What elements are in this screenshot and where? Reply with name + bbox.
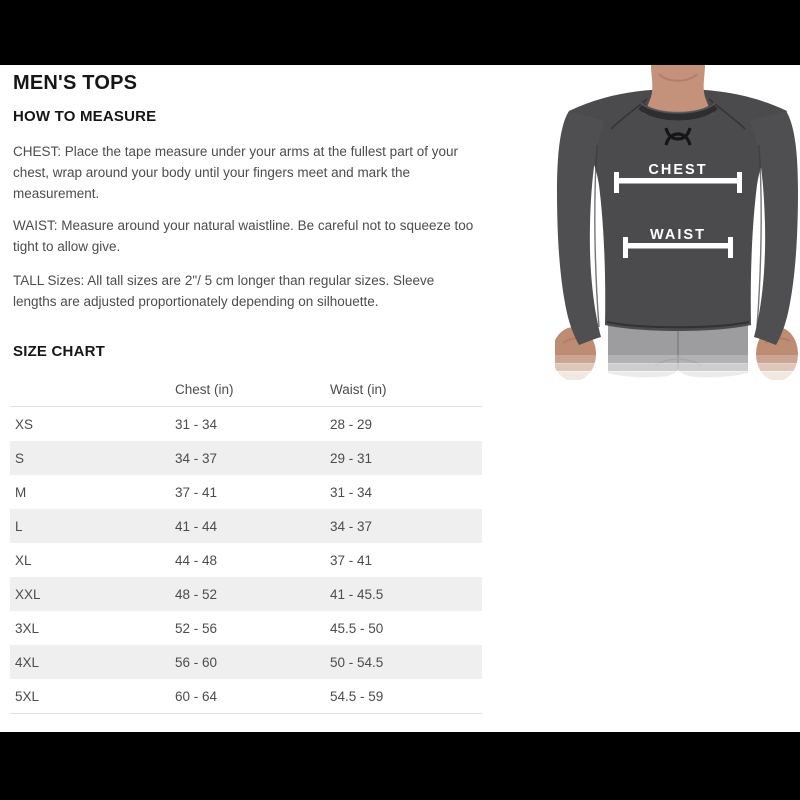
waist-cell: 34 - 37 [330, 518, 373, 534]
chest-cell: 52 - 56 [175, 620, 218, 636]
page-title: MEN'S TOPS [13, 72, 138, 94]
tall-sizes-note: TALL Sizes: All tall sizes are 2"/ 5 cm longer than regular sizes. Sleeve lengths are adjusted proportionately depending on silhouette. [13, 273, 435, 309]
waist-column-header: Waist (in) [330, 381, 387, 397]
chest-instructions: CHEST: Place the tape measure under your arms at the fullest part of your chest, wrap around your body until your fingers meet and mark the measurement. [13, 144, 458, 201]
table-row [10, 509, 482, 543]
size-cell: XXL [15, 586, 41, 602]
size-cell: 4XL [15, 654, 40, 670]
chest-cell: 34 - 37 [175, 450, 218, 466]
table-row [10, 679, 482, 714]
content-area [0, 65, 800, 732]
chest-column-header: Chest (in) [175, 381, 234, 397]
size-cell: XL [15, 552, 32, 568]
size-cell: 5XL [15, 688, 40, 704]
size-guide-photo [555, 65, 800, 380]
table-row [10, 611, 482, 645]
waist-cell: 28 - 29 [330, 416, 373, 432]
size-column-header [10, 372, 170, 407]
size-chart-table [10, 372, 482, 714]
size-cell: M [15, 484, 27, 500]
chest-cell: 48 - 52 [175, 586, 218, 602]
table-row [10, 645, 482, 679]
chest-measure-bar [614, 178, 742, 184]
table-row [10, 577, 482, 611]
size-cell: XS [15, 416, 34, 432]
how-to-measure-heading: HOW TO MEASURE [13, 108, 157, 125]
waist-measure-label: WAIST [650, 227, 706, 243]
waist-cell: 54.5 - 59 [330, 688, 384, 704]
waist-cell: 31 - 34 [330, 484, 373, 500]
size-chart-heading: SIZE CHART [13, 343, 105, 360]
waist-cell: 37 - 41 [330, 552, 373, 568]
waist-cell: 29 - 31 [330, 450, 373, 466]
size-cell: 3XL [15, 620, 40, 636]
chest-measure-label: CHEST [648, 162, 708, 178]
chest-cell: 31 - 34 [175, 416, 218, 432]
table-header-row [10, 372, 482, 407]
table-row [10, 475, 482, 509]
waist-cell: 45.5 - 50 [330, 620, 384, 636]
size-cell: S [15, 450, 25, 466]
chest-cell: 37 - 41 [175, 484, 218, 500]
chest-cell: 41 - 44 [175, 518, 218, 534]
waist-instructions: WAIST: Measure around your natural waistline. Be careful not to squeeze too tight to allow give. [13, 218, 474, 254]
table-row [10, 441, 482, 475]
chest-cell: 60 - 64 [175, 688, 218, 704]
waist-cell: 41 - 45.5 [330, 586, 384, 602]
size-cell: L [15, 518, 23, 534]
waist-cell: 50 - 54.5 [330, 654, 384, 670]
table-row [10, 543, 482, 577]
table-row [10, 407, 482, 442]
chest-cell: 44 - 48 [175, 552, 218, 568]
waist-measure-bar [623, 243, 733, 249]
chest-cell: 56 - 60 [175, 654, 218, 670]
